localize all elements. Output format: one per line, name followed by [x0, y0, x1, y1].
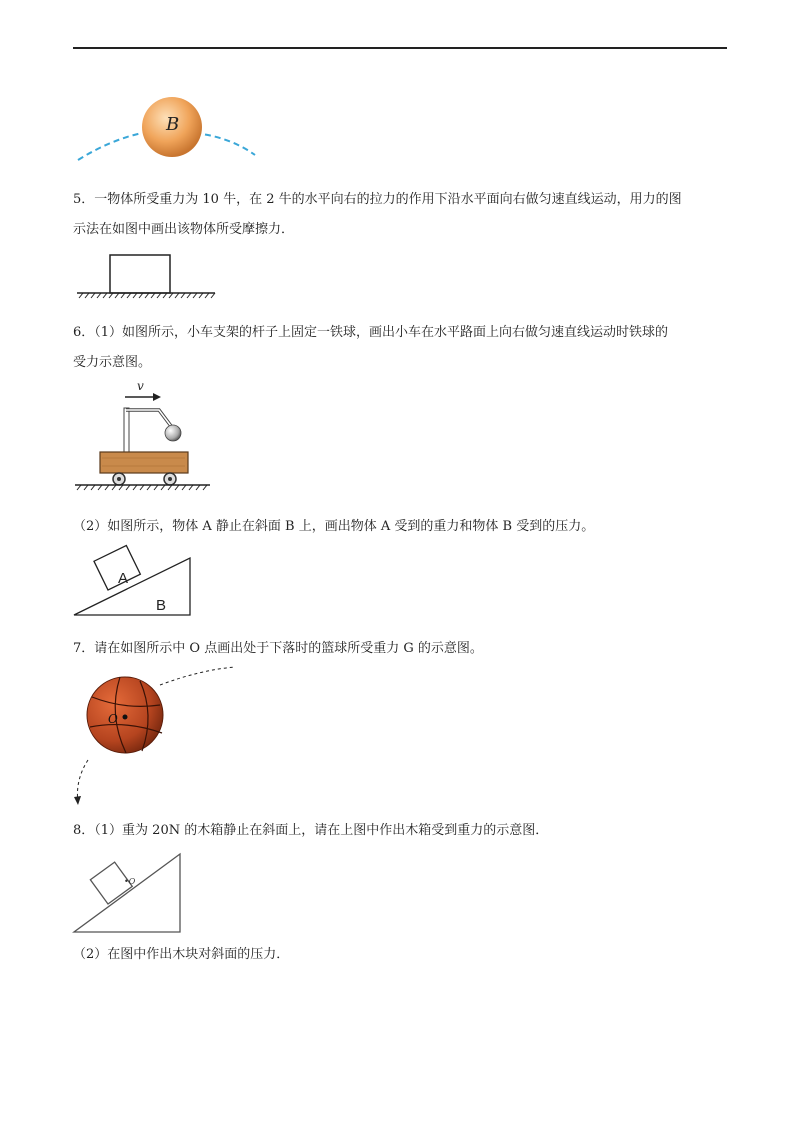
velocity-arrowhead [153, 393, 161, 401]
trajectory-arc-right [195, 133, 255, 155]
box-on-ground-figure [75, 252, 220, 302]
incline [74, 854, 180, 932]
ball-b-label: B [166, 114, 180, 135]
question-6-part-2-text: （2）如图所示，物体 A 静止在斜面 B 上，画出物体 A 受到的重力和物体 B 受到的压力。 [73, 519, 595, 534]
iron-ball [165, 425, 181, 441]
question-8-part-2 [73, 940, 733, 970]
question-7 [73, 634, 733, 664]
question-5 [73, 185, 733, 245]
box [110, 255, 170, 293]
question-5-line-1: 5．一物体所受重力为 10 牛，在 2 牛的水平向右的拉力的作用下沿水平面向右做匀速直线运动，用力的图 [73, 192, 682, 207]
crate-center-label: •O [124, 877, 136, 886]
question-8-part-2-text: （2）在图中作出木块对斜面的压力． [73, 947, 290, 962]
question-7-text: 7．请在如图所示中 O 点画出处于下落时的篮球所受重力 G 的示意图。 [73, 641, 483, 656]
question-8-part-1 [73, 816, 733, 846]
center-point-o [123, 715, 128, 720]
basketball-figure [70, 665, 245, 810]
incline-b-label: B [156, 597, 167, 614]
question-6-part-1 [73, 318, 733, 378]
velocity-label: v [137, 379, 144, 393]
ball-b-figure [70, 95, 270, 170]
question-5-line-2: 示法在如图中画出该物体所受摩擦力． [73, 222, 295, 237]
fall-path-arrowhead [74, 796, 81, 805]
question-8-part-1-text: 8．（1）重为 20N 的木箱静止在斜面上，请在上图中作出木箱受到重力的示意图． [73, 823, 549, 838]
support-pole [124, 408, 129, 453]
basketball-center-label: O [108, 712, 118, 726]
incline-a-b-figure [72, 553, 197, 618]
header-rule [73, 47, 727, 49]
cart-figure [75, 378, 215, 493]
fall-path-top [160, 667, 235, 685]
cart-body [100, 452, 188, 473]
question-6-part-2 [73, 512, 733, 542]
question-6-line-2: 受力示意图。 [73, 355, 152, 370]
question-6-line-1: 6．（1）如图所示，小车支架的杆子上固定一铁球，画出小车在水平路面上向右做匀速直线运动时铁球的 [73, 325, 669, 340]
trajectory-arc-left [78, 133, 142, 160]
crate-incline-figure [72, 852, 187, 934]
block-a-label: A [118, 570, 129, 587]
